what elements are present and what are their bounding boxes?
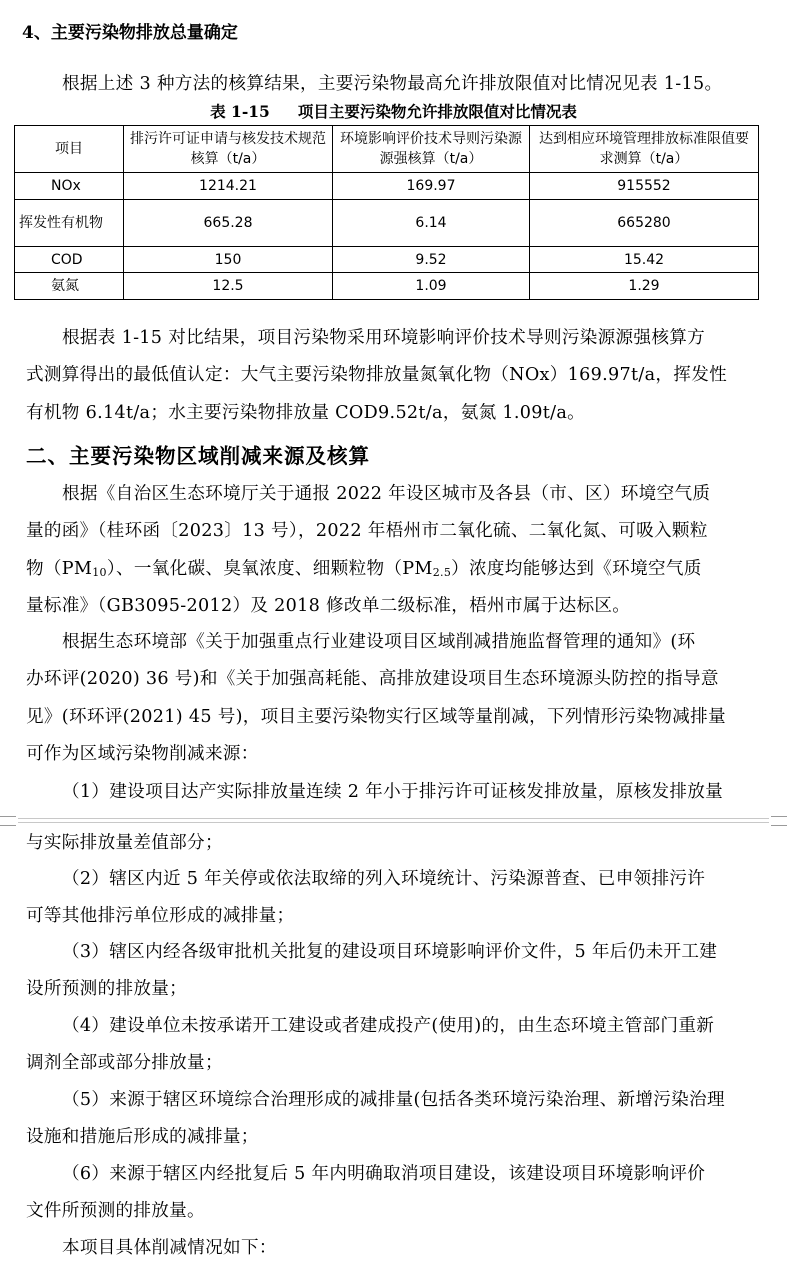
result-line: 有机物 6.14t/a；水主要污染物排放量 COD9.52t/a，氨氮 1.09t/a。 xyxy=(26,403,586,423)
result-line: 根据表 1-15 对比结果，项目污染物采用环境影响评价技术导则污染源源强核算方 xyxy=(62,328,706,348)
table-header-cell: 环境影响评价技术导则污染源源强核算（t/a） xyxy=(333,126,530,173)
table-cell: 9.52 xyxy=(333,247,530,273)
table-cell: 1214.21 xyxy=(124,173,333,200)
table-caption-title: 项目主要污染物允许排放限值对比情况表 xyxy=(297,102,577,121)
table-row xyxy=(15,247,759,273)
table-cell-item: 氨氮 xyxy=(15,273,124,300)
table-cell: 665280 xyxy=(530,200,759,247)
list-item-line: 文件所预测的排放量。 xyxy=(26,1201,205,1221)
table-row xyxy=(15,173,759,200)
para1-line: 根据《自治区生态环境厅关于通报 2022 年设区城市及各县（市、区）环境空气质 xyxy=(62,484,711,504)
list-item-line: （4）建设单位未按承诺开工建设或者建成投产(使用)的，由生态环境主管部门重新 xyxy=(62,1016,715,1036)
table-cell-item: COD xyxy=(15,247,124,273)
table-caption xyxy=(0,100,787,122)
intro-paragraph: 根据上述 3 种方法的核算结果，主要污染物最高允许排放限值对比情况见表 1-15。 xyxy=(62,74,723,94)
list-item-line: （5）来源于辖区环境综合治理形成的减排量(包括各类环境污染治理、新增污染治理 xyxy=(62,1090,725,1110)
list-item-line: （6）来源于辖区内经批复后 5 年内明确取消项目建设，该建设项目环境影响评价 xyxy=(62,1164,706,1184)
table-row xyxy=(15,273,759,300)
para2-line: 根据生态环境部《关于加强重点行业建设项目区域削减措施监督管理的通知》(环 xyxy=(62,632,696,652)
list-item-line: 可等其他排污单位形成的减排量； xyxy=(26,906,295,926)
table-cell: 1.09 xyxy=(333,273,530,300)
table-cell: 150 xyxy=(124,247,333,273)
list-item-line: （2）辖区内近 5 年关停或依法取缔的列入环境统计、污染源普查、已申领排污许 xyxy=(62,869,706,889)
list-item-line: 设所预测的排放量； xyxy=(26,979,188,999)
page-break-marker-right xyxy=(771,816,787,826)
para1-line: 物（PM10）、一氧化碳、臭氧浓度、细颗粒物（PM2.5）浓度均能够达到《环境空气质 xyxy=(26,559,702,579)
table-cell: 665.28 xyxy=(124,200,333,247)
para2-line: 可作为区域污染物削减来源： xyxy=(26,744,259,764)
table-header-row xyxy=(15,126,759,173)
list-item-line: 调剂全部或部分排放量； xyxy=(26,1053,223,1073)
result-line: 式测算得出的最低值认定：大气主要污染物排放量氮氧化物（NOx）169.97t/a，挥发性 xyxy=(26,365,727,385)
list-item-line: 设施和措施后形成的减排量； xyxy=(26,1127,259,1147)
list-item-line: （3）辖区内经各级审批机关批复的建设项目环境影响评价文件，5 年后仍未开工建 xyxy=(62,942,718,962)
table-cell-item: NOx xyxy=(15,173,124,200)
table-cell: 169.97 xyxy=(333,173,530,200)
table-header-cell: 项目 xyxy=(15,126,124,173)
section-heading-4: 4、主要污染物排放总量确定 xyxy=(22,23,238,43)
table-cell: 15.42 xyxy=(530,247,759,273)
table-cell-item: 挥发性有机物 xyxy=(15,200,124,247)
table-row xyxy=(15,200,759,247)
para1-line: 量的函》（桂环函〔2023〕13 号），2022 年梧州市二氧化硫、二氧化氮、可吸入颗粒 xyxy=(26,521,708,541)
emission-comparison-table xyxy=(14,125,759,300)
table-cell: 915552 xyxy=(530,173,759,200)
para2-line: 办环评(2020) 36 号)和《关于加强高耗能、高排放建设项目生态环境源头防控的指导意 xyxy=(26,669,719,689)
table-cell: 6.14 xyxy=(333,200,530,247)
para2-line: 见》(环环评(2021) 45 号)，项目主要污染物实行区域等量削减，下列情形污染物减排量 xyxy=(26,707,726,727)
table-caption-number: 表 1-15 xyxy=(210,102,270,121)
list-item-line: （1）建设项目达产实际排放量连续 2 年小于排污许可证核发排放量，原核发排放量 xyxy=(62,782,724,802)
table-cell: 12.5 xyxy=(124,273,333,300)
closing-line: 本项目具体削减情况如下： xyxy=(62,1238,277,1258)
page-break-marker-left xyxy=(0,816,16,826)
table-header-cell: 达到相应环境管理排放标准限值要求测算（t/a） xyxy=(530,126,759,173)
para1-line: 量标准》（GB3095-2012）及 2018 修改单二级标准，梧州市属于达标区。 xyxy=(26,596,631,616)
table-header-cell: 排污许可证申请与核发技术规范核算（t/a） xyxy=(124,126,333,173)
table-cell: 1.29 xyxy=(530,273,759,300)
list-item-line: 与实际排放量差值部分； xyxy=(26,833,223,853)
page-break-separator xyxy=(0,816,787,824)
section-heading-2: 二、主要污染物区域削减来源及核算 xyxy=(26,444,370,468)
